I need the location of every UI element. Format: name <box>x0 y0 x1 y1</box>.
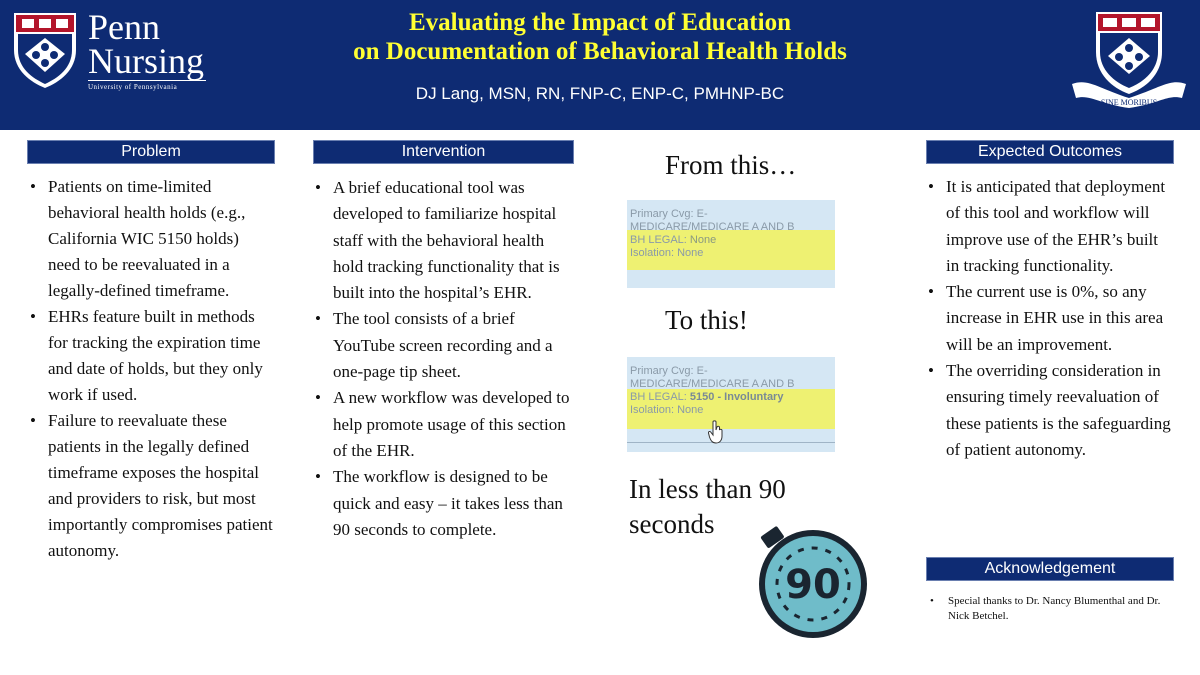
author-line: DJ Lang, MSN, RN, FNP-C, ENP-C, PMHNP-BC <box>415 84 785 103</box>
intervention-list <box>313 175 575 543</box>
brand-nursing: Nursing <box>88 41 204 81</box>
isolation-row <box>630 404 832 417</box>
acknowledgement-list <box>928 594 1173 624</box>
stopwatch-icon <box>755 522 870 640</box>
from-this-caption: From this… <box>665 150 797 180</box>
coverage-plan: MEDICARE/MEDICARE A AND B <box>630 378 795 390</box>
title-line-1: Evaluating the Impact of Education <box>409 9 791 36</box>
brand-wordmark <box>88 7 206 91</box>
bh-legal-row <box>630 391 832 404</box>
bh-legal-value: None <box>689 234 717 246</box>
bh-legal-label: BH LEGAL: <box>630 234 690 246</box>
coverage-line: Primary Cvg: E- <box>630 208 708 220</box>
bh-legal-value: 5150 - Involuntary <box>689 391 784 403</box>
to-this-caption: To this! <box>665 305 748 335</box>
penn-seal-icon <box>1068 8 1190 112</box>
outcomes-item: • The overriding consideration in ensuring timely reevaluation of these patients is the safeguarding of patient autonomy. <box>926 358 1171 463</box>
problem-heading: Problem <box>27 140 275 164</box>
intervention-item: • The tool consists of a brief YouTube screen recording and a one-page tip sheet. <box>313 306 575 385</box>
hand-cursor-icon <box>708 420 724 444</box>
outcomes-list <box>926 174 1171 463</box>
intervention-item: • The workflow is designed to be quick and easy – it takes less than 90 seconds to complete. <box>313 464 575 543</box>
problem-item: • EHRs feature built in methods for tracking the expiration time and date of holds, but they only work if used. <box>28 304 273 408</box>
acknowledgement-heading: Acknowledgement <box>926 557 1174 581</box>
intervention-item: • A new workflow was developed to help promote usage of this section of the EHR. <box>313 385 575 464</box>
isolation-value: None <box>677 247 704 259</box>
bh-legal-label: BH LEGAL: <box>630 391 690 403</box>
acknowledgement-item: • Special thanks to Dr. Nancy Blumenthal and Dr. Nick Betchel. <box>928 594 1173 624</box>
coverage-plan: MEDICARE/MEDICARE A AND B <box>630 221 795 233</box>
poster-header <box>0 0 1200 130</box>
time-caption: In less than 90 seconds <box>629 474 786 539</box>
problem-item: • Patients on time-limited behavioral health holds (e.g., California WIC 5150 holds) need to be reevaluated in a legally-defined timeframe. <box>28 174 273 304</box>
ehr-before-screenshot <box>627 200 835 288</box>
outcomes-item: • It is anticipated that deployment of this tool and workflow will improve use of the EHR’s built in tracking functionality. <box>926 174 1171 279</box>
poster-title <box>250 8 950 66</box>
outcomes-item: • The current use is 0%, so any increase in EHR use in this area will be an improvement. <box>926 279 1171 358</box>
timer-value: 90 <box>785 562 841 608</box>
penn-nursing-logo <box>10 7 220 91</box>
isolation-row <box>630 247 832 260</box>
outcomes-heading: Expected Outcomes <box>926 140 1174 164</box>
isolation-label: Isolation: <box>630 247 678 259</box>
title-line-2: on Documentation of Behavioral Health Holds <box>353 38 847 65</box>
problem-list <box>28 174 273 564</box>
problem-item: • Failure to reevaluate these patients in the legally defined timeframe exposes the hospital and providers to risk, but most importantly compromises patient autonomy. <box>28 408 273 564</box>
svg-text:SINE MORIBUS: SINE MORIBUS <box>1100 98 1158 107</box>
isolation-value: None <box>677 404 704 416</box>
ehr-after-screenshot <box>627 357 835 452</box>
penn-shield-icon <box>10 10 80 90</box>
intervention-item: • A brief educational tool was developed to familiarize hospital staff with the behavioral health hold tracking functionality that is built into the hospital’s EHR. <box>313 175 575 306</box>
bh-legal-row <box>630 234 832 247</box>
brand-university: University of Pennsylvania <box>88 80 206 91</box>
coverage-line: Primary Cvg: E- <box>630 365 708 377</box>
isolation-label: Isolation: <box>630 404 678 416</box>
intervention-heading: Intervention <box>313 140 574 164</box>
brand-penn: Penn <box>88 7 160 47</box>
divider <box>627 442 835 443</box>
